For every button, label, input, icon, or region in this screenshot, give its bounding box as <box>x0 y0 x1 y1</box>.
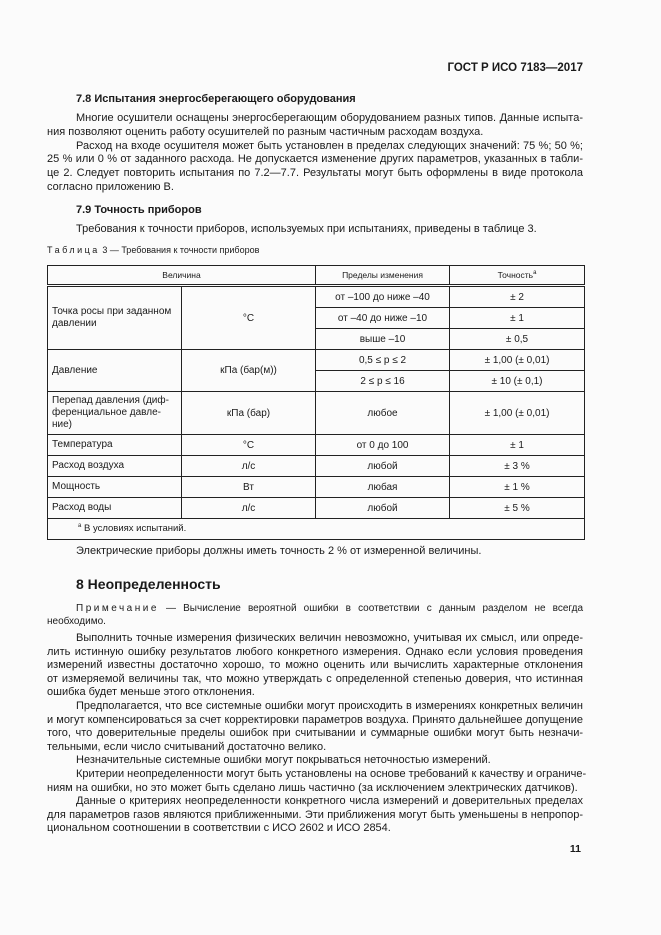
text-line: це 2. Следует повторить испытания по 7.2—7.7. Результаты могут быть оформлены в виде протокола <box>47 167 583 180</box>
table-row <box>48 435 585 456</box>
text-line: Незначительные системные ошибки могут покрываться неточностью измерений. <box>76 754 491 767</box>
text-line: Выполнить точные измерения физических величин невозможно, учитывая их смысл, или опреде- <box>76 632 583 644</box>
cell-accuracy: ± 1,00 (± 0,01) <box>450 350 585 371</box>
text-line: ниям на ошибки, но это может быть сделано лишь частично (за исключением электрических датчиков). <box>47 781 578 794</box>
cell-accuracy: ± 1 <box>450 435 585 456</box>
cell-range: 2 ≤ p ≤ 16 <box>316 371 450 392</box>
cell-range: любой <box>316 498 450 519</box>
cell-quantity: Давление <box>48 350 182 392</box>
text-line: для параметров газов являются приближенными. Эти приближения могут быть уменьшены в непропор- <box>47 808 583 821</box>
cell-accuracy: ± 1 % <box>450 477 585 498</box>
section-7-8-title: 7.8 Испытания энергосберегающего оборудования <box>76 93 356 105</box>
table-row <box>48 286 585 308</box>
after-table-text <box>47 545 583 559</box>
cell-quantity: Точка росы при заданном давлении <box>48 286 182 350</box>
section-8-title: 8 Неопределенность <box>76 576 221 592</box>
cell-accuracy: ± 0,5 <box>450 329 585 350</box>
section-7-9-body <box>47 223 583 237</box>
table-row <box>48 392 585 435</box>
cell-quantity: Расход воздуха <box>48 456 182 477</box>
cell-range: любой <box>316 456 450 477</box>
table-footnote-row <box>48 519 585 540</box>
text-line: тельными, если число считываний достаточно велико. <box>47 740 327 753</box>
cell-accuracy: ± 3 % <box>450 456 585 477</box>
table-caption <box>47 245 259 255</box>
text-line: согласно приложению В. <box>47 180 174 193</box>
table-row <box>48 477 585 498</box>
cell-accuracy: ± 5 % <box>450 498 585 519</box>
cell-range: от –100 до ниже –40 <box>316 286 450 308</box>
accuracy-table <box>47 265 585 540</box>
header-range: Пределы изменения <box>316 266 450 286</box>
text-line: ния позволяют оценить работу осушителей по разным частичным расходам воздуха. <box>47 125 484 138</box>
text-line: Данные о критериях неопределенности конкретного числа измерений и доверительных пределах <box>76 795 583 808</box>
text-line: лить истинную ошибку результатов любого конкретного измерения. Однако если условия проведения <box>47 645 583 658</box>
text-line: ошибка будет меньше этого отклонения. <box>47 686 255 699</box>
cell-quantity: Перепад давления (диф-ференциальное давле-ние) <box>48 392 182 435</box>
header-accuracy: Точность$^a$ <box>450 266 585 286</box>
section-8-body <box>47 632 587 836</box>
cell-range: 0,5 ≤ p ≤ 2 <box>316 350 450 371</box>
text-line: необходимо. <box>47 616 106 627</box>
cell-unit: л/с <box>182 498 316 519</box>
cell-accuracy: ± 2 <box>450 286 585 308</box>
cell-range: любая <box>316 477 450 498</box>
cell-unit: кПа (бар) <box>182 392 316 435</box>
cell-unit: кПа (бар(м)) <box>182 350 316 392</box>
table-caption-text: 3 — Требования к точности приборов <box>102 245 260 255</box>
table-footnote: $^a$ В условиях испытаний. <box>48 519 585 540</box>
cell-unit: л/с <box>182 456 316 477</box>
text-line: Электрические приборы должны иметь точность 2 % от измеренной величины. <box>76 545 482 557</box>
table-header-row <box>48 266 585 286</box>
cell-range: от 0 до 100 <box>316 435 450 456</box>
section-7-8-body <box>47 112 583 195</box>
section-8-note <box>47 602 583 628</box>
page-number: 11 <box>569 843 581 855</box>
text-line: 25 % или 0 % от заданного расхода. Не допускается изменение других параметров, указанных в табли- <box>47 153 583 166</box>
cell-range: выше –10 <box>316 329 450 350</box>
table-row <box>48 498 585 519</box>
text-line: от измеряемой величины так, что можно утверждать с определенной степенью доверия, что истинная <box>47 672 583 685</box>
document-header: ГОСТ Р ИСО 7183—2017 <box>447 62 583 74</box>
text-line: и могут компенсироваться за счет корректировки параметров воздуха. Принято дальнейшее допущение <box>47 713 583 726</box>
text-line: того, что доверительные пределы ошибок при считывании и суммарные ошибки могут быть незначи- <box>47 727 583 740</box>
text-line: Предполагается, что все системные ошибки могут происходить в измерениях конкретных величин <box>76 699 583 712</box>
cell-unit: °C <box>182 286 316 350</box>
table-row <box>48 456 585 477</box>
text-line: циональном соотношении в соответствии с ИСО 2602 и ИСО 2854. <box>47 822 391 835</box>
text-line: Требования к точности приборов, используемых при испытаниях, приведены в таблице 3. <box>76 223 537 235</box>
cell-range: любое <box>316 392 450 435</box>
cell-quantity: Мощность <box>48 477 182 498</box>
table-caption-label: Таблица <box>47 245 100 255</box>
cell-unit: °C <box>182 435 316 456</box>
section-7-9-title: 7.9 Точность приборов <box>76 204 202 216</box>
text-line: Расход на входе осушителя может быть установлен в пределах следующих значений: 75 %; 50 %; <box>76 139 583 152</box>
footnote-mark: a <box>533 270 537 277</box>
cell-accuracy: ± 1 <box>450 308 585 329</box>
cell-unit: Вт <box>182 477 316 498</box>
cell-range: от –40 до ниже –10 <box>316 308 450 329</box>
text-line: Критерии неопределенности могут быть установлены на основе требований к качеству и ограниче- <box>76 767 587 780</box>
text-line: Примечание — Вычисление вероятной ошибки в соответствии с данным разделом не всегда <box>76 603 583 614</box>
table-row <box>48 350 585 371</box>
cell-quantity: Температура <box>48 435 182 456</box>
cell-accuracy: ± 10 (± 0,1) <box>450 371 585 392</box>
cell-accuracy: ± 1,00 (± 0,01) <box>450 392 585 435</box>
text-line: измерений известны достаточно хорошо, то можно оценить или вычислить характерные отклонения <box>47 659 583 672</box>
text-line: Многие осушители оснащены энергосберегающим оборудованием разных типов. Данные испыта- <box>76 112 583 124</box>
cell-quantity: Расход воды <box>48 498 182 519</box>
header-quantity: Величина <box>48 266 316 286</box>
